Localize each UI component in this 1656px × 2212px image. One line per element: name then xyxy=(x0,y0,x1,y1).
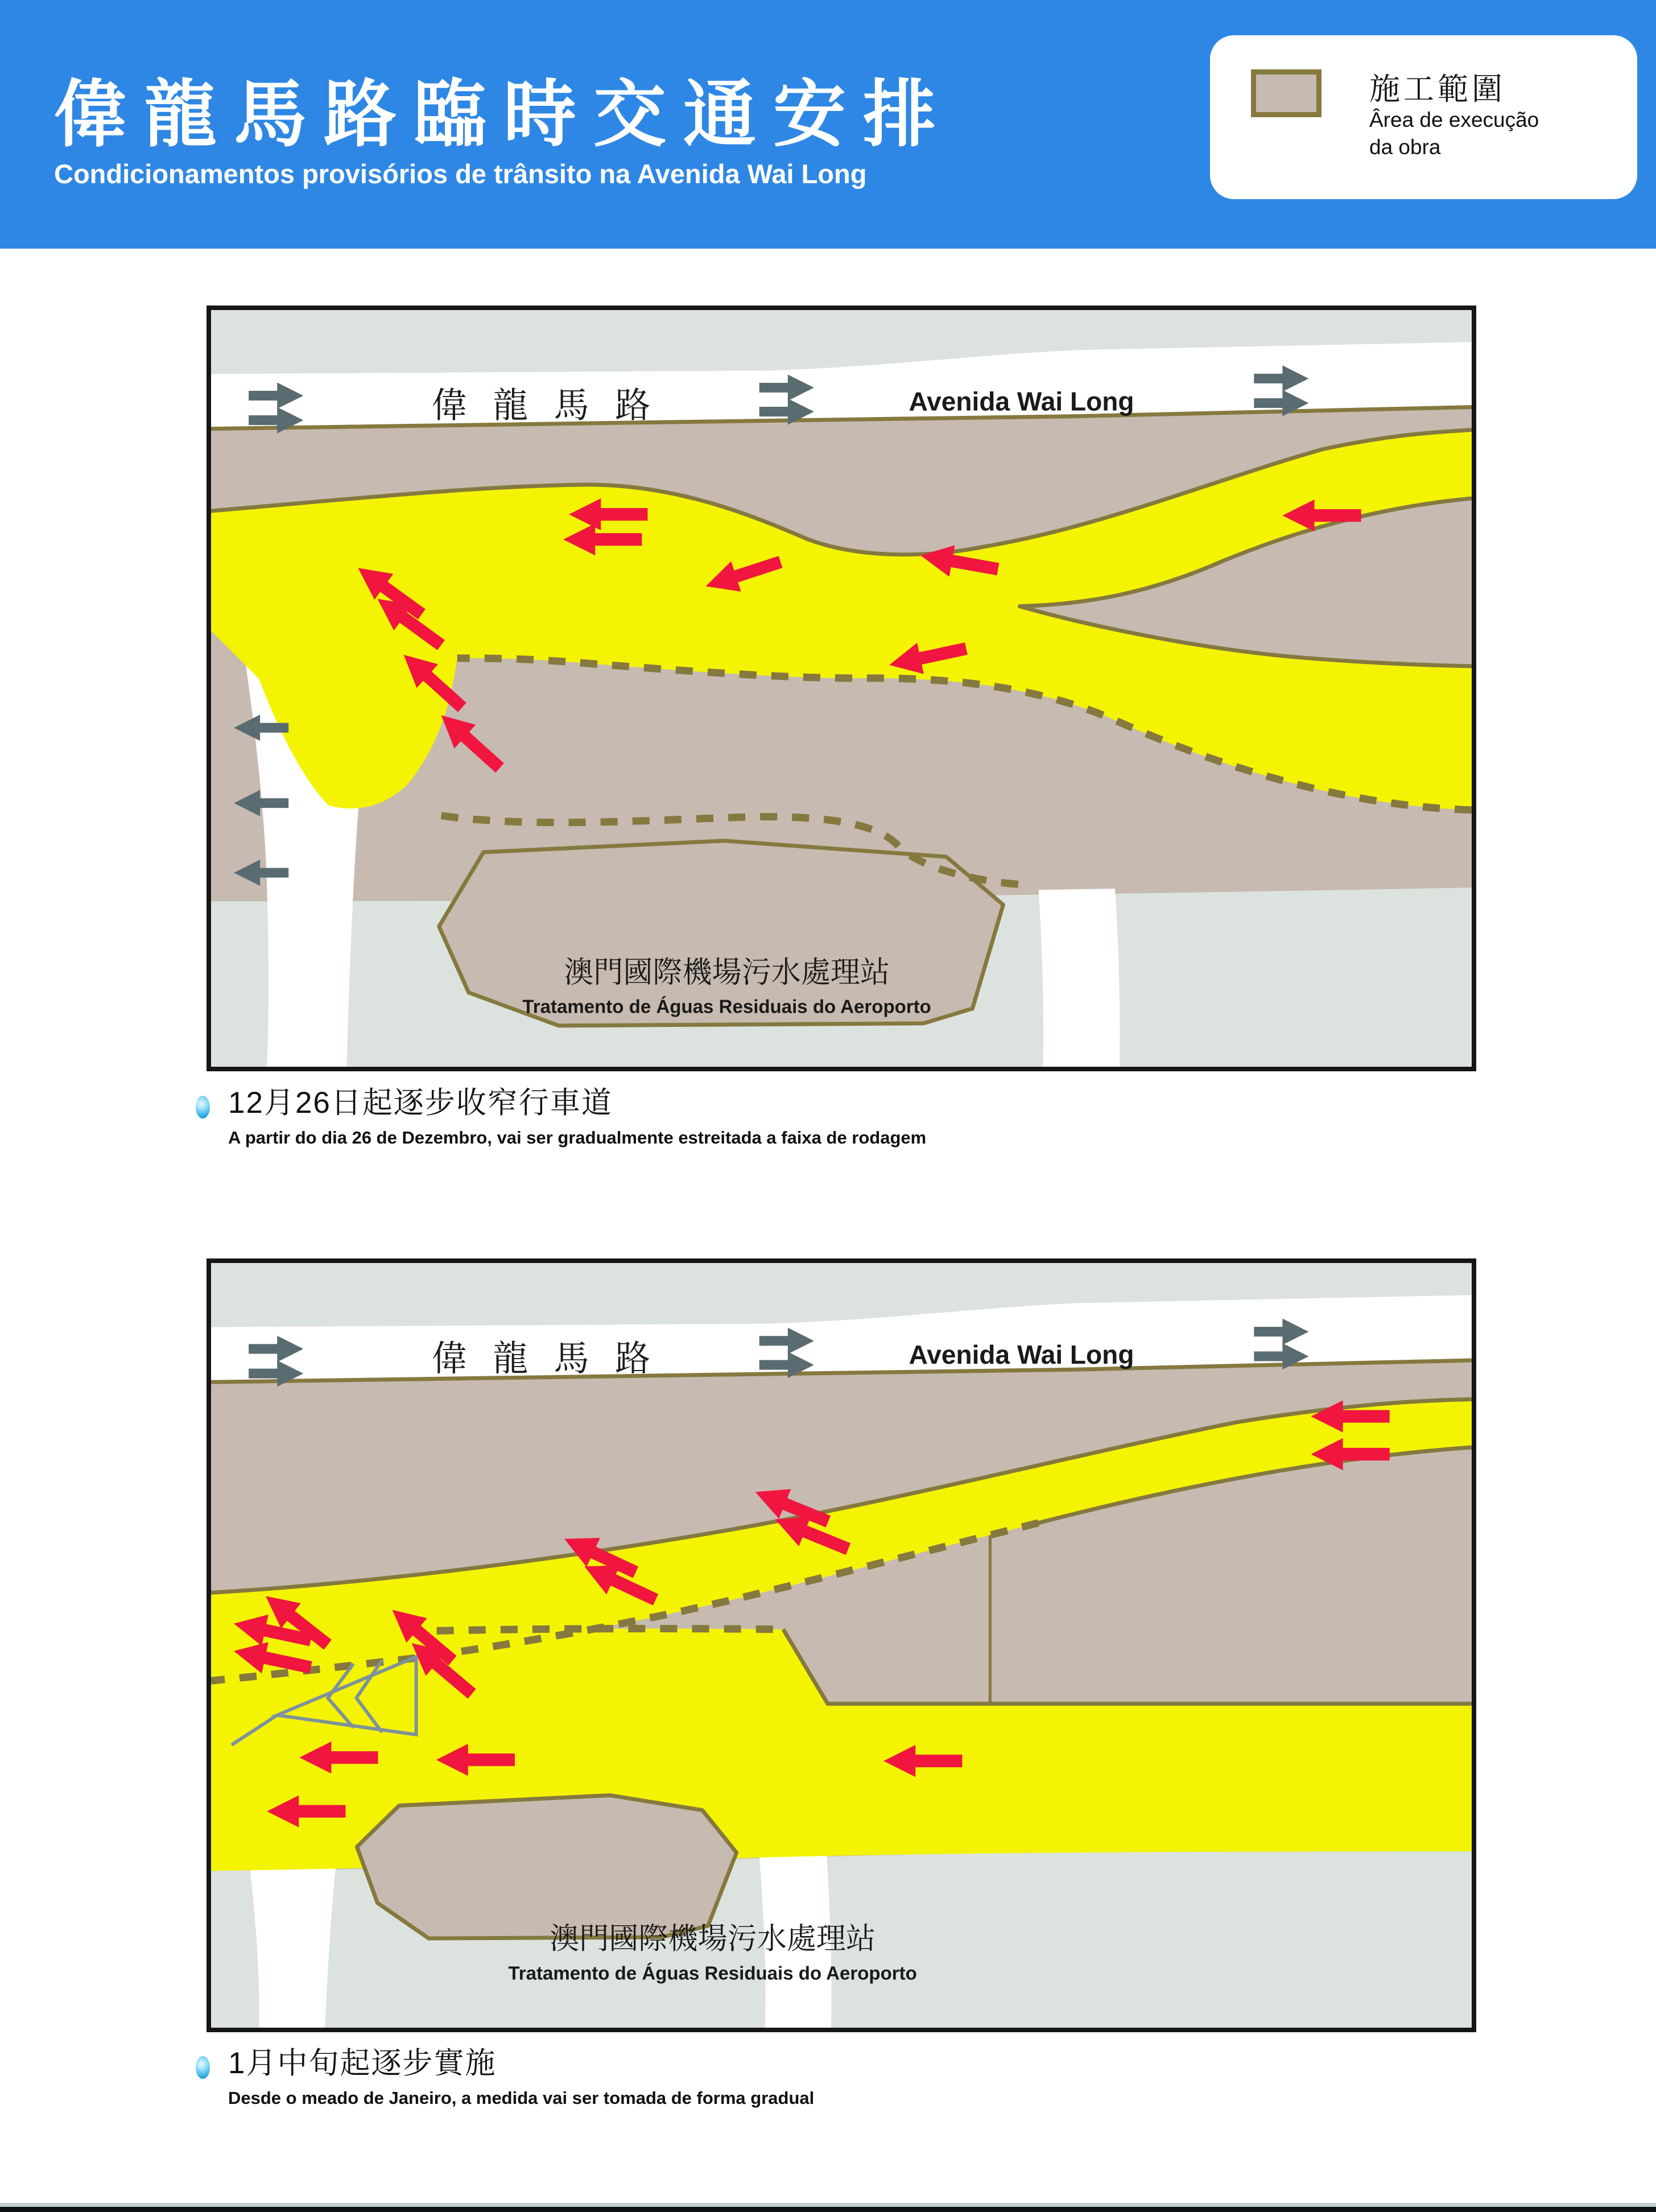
facility-label-zh: 澳門國際機場污水處理站 xyxy=(564,956,890,989)
sewage-plant-area xyxy=(357,1796,736,1938)
caption1-pt: A partir do dia 26 de Dezembro, vai ser gradualmente estreitada a faixa de rodagem xyxy=(228,1128,927,1148)
legend-box xyxy=(1210,35,1637,199)
caption1-zh: 12月26日起逐步收窄行車道 xyxy=(228,1086,613,1120)
footer-divider xyxy=(0,2203,1656,2207)
bullet-icon xyxy=(196,1096,210,1119)
page-subtitle: Condicionamentos provisórios de trânsito na Avenida Wai Long xyxy=(54,159,867,189)
caption-phase-2 xyxy=(196,2039,1447,2108)
main-road-label-pt: Avenida Wai Long xyxy=(908,386,1134,416)
page-title: 偉龍馬路臨時交通安排 xyxy=(54,74,953,155)
main-road-label-pt: Avenida Wai Long xyxy=(908,1339,1134,1370)
construction-area-swatch xyxy=(1251,69,1322,117)
legend-label-pt-line2: da obra xyxy=(1369,135,1441,159)
legend-label-pt-line1: Ârea de execução xyxy=(1369,108,1539,131)
caption-phase-1 xyxy=(196,1079,1447,1148)
legend-label-zh: 施工範圍 xyxy=(1369,72,1506,106)
phase2-map xyxy=(211,1263,1472,2028)
bullet-icon xyxy=(196,2056,210,2079)
facility-label-pt: Tratamento de Águas Residuais do Aeroporto xyxy=(508,1963,917,1984)
main-road-label-zh: 偉 龍 馬 路 xyxy=(431,1339,659,1379)
left-side-road xyxy=(249,1857,336,2028)
phase1-map xyxy=(211,310,1472,1067)
caption2-pt: Desde o meado de Janeiro, a medida vai ser tomada de forma gradual xyxy=(228,2088,815,2108)
diagram-phase-2 xyxy=(207,1258,1476,2032)
facility-label-zh: 澳門國際機場污水處理站 xyxy=(550,1922,876,1956)
facility-label-pt: Tratamento de Águas Residuais do Aeroporto xyxy=(522,996,931,1018)
footer-bar xyxy=(0,2207,1656,2212)
main-road-label-zh: 偉 龍 馬 路 xyxy=(431,386,659,426)
caption2-zh: 1月中旬起逐步實施 xyxy=(228,2046,497,2080)
diagram-phase-1 xyxy=(207,306,1476,1071)
right-side-road xyxy=(1039,889,1120,1067)
